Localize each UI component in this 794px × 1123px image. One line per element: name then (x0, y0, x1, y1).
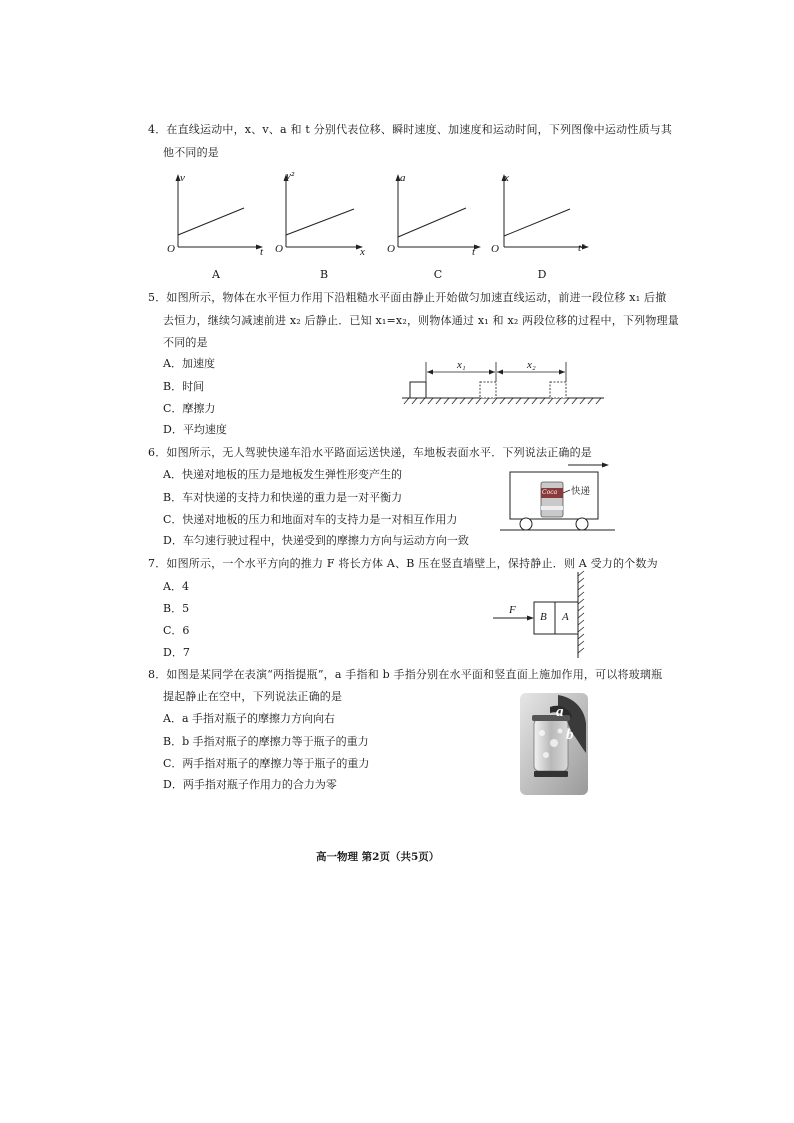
q4-graph-a-xaxis: t (260, 246, 264, 258)
q7-block-b-label: B (540, 611, 547, 623)
q6-parcel-label: 快递 (571, 486, 591, 497)
q4-graph-b-label: B (319, 268, 329, 281)
q4-graph-b-origin: O (275, 243, 283, 255)
q4-graph-d-origin: O (491, 243, 499, 255)
q4-graph-d (486, 172, 596, 272)
q5-ground-figure (400, 358, 610, 410)
q6-option-c: C．快递对地板的压力和地面对车的支持力是一对相互作用力 (163, 513, 458, 526)
q7-option-a: A．4 (163, 580, 189, 593)
q7-option-c: C．6 (163, 624, 190, 637)
q5-x2-label: x₂ (527, 359, 536, 371)
q8-finger-a-label: a (556, 704, 564, 720)
q7-option-b: B．5 (163, 602, 190, 615)
q6-option-d: D．车匀速行驶过程中，快递受到的摩擦力方向与运动方向一致 (163, 534, 469, 547)
q7-option-d: D．7 (163, 646, 190, 659)
q8-option-a: A．a 手指对瓶子的摩擦力方向向右 (163, 712, 335, 725)
q7-stem-line1: 7．如图所示，一个水平方向的推力 F 将长方体 A、B 压在竖直墙壁上，保持静止．则 A 受力的个数为 (148, 557, 658, 570)
q4-graph-c-yaxis: a (400, 172, 406, 184)
q4-graph-b-xaxis: x (360, 246, 365, 258)
q5-option-b: B．时间 (163, 380, 205, 393)
q4-graph-d-yaxis: x (504, 172, 509, 184)
q8-finger-b-label: b (566, 727, 574, 743)
q6-option-b: B．车对快递的支持力和快递的重力是一对平衡力 (163, 491, 403, 504)
q4-graph-d-label: D (537, 268, 547, 281)
q8-stem-line1: 8．如图是某同学在表演“两指提瓶”，a 手指和 b 手指分别在水平面和竖直面上施加作用，可以将玻璃瓶 (148, 668, 663, 681)
q5-stem-line3: 不同的是 (163, 336, 208, 349)
q5-option-c: C．摩擦力 (163, 402, 216, 415)
q6-cart-figure (500, 460, 620, 532)
q4-graph-c-label: C (433, 268, 443, 281)
q8-stem-line2: 提起静止在空中，下列说法正确的是 (163, 690, 343, 703)
q4-stem-line1: 4．在直线运动中，x、v、a 和 t 分别代表位移、瞬时速度、加速度和运动时间，下列图像中运动性质与其 (148, 123, 673, 136)
q8-option-b: B．b 手指对瓶子的摩擦力等于瓶子的重力 (163, 735, 369, 748)
q7-block-a-label: A (562, 611, 569, 623)
q5-stem-line1: 5．如图所示，物体在水平恒力作用下沿粗糙水平面由静止开始做匀加速直线运动，前进一段位移 x₁ 后撤 (148, 291, 667, 304)
q8-option-d: D．两手指对瓶子作用力的合力为零 (163, 778, 337, 791)
q7-force-label: F (509, 604, 516, 616)
q5-x1-label: x₁ (457, 359, 466, 371)
q4-graph-c-origin: O (387, 243, 395, 255)
page-footer: 高一物理 第2页（共5页） (316, 851, 440, 863)
q4-graph-d-xaxis: t² (578, 242, 585, 254)
q5-option-a: A．加速度 (163, 357, 215, 370)
q4-graph-b-yaxis: v² (286, 170, 295, 182)
q4-graph-a-yaxis: v (180, 172, 185, 184)
q5-stem-line2: 去恒力，继续匀减速前进 x₂ 后静止．已知 x₁=x₂，则物体通过 x₁ 和 x₂ 两段位移的过程中，下列物理量 (163, 314, 679, 327)
q4-graph-a-label: A (212, 268, 220, 281)
q4-stem-line2: 他不同的是 (163, 146, 219, 159)
q4-graph-c-xaxis: t (472, 246, 476, 258)
q5-option-d: D．平均速度 (163, 423, 227, 436)
q4-graph-a (160, 172, 270, 272)
q6-can-label: Coca (542, 489, 558, 496)
q4-graph-a-origin: O (167, 243, 175, 255)
q8-option-c: C．两手指对瓶子的摩擦力等于瓶子的重力 (163, 757, 370, 770)
q6-stem-line1: 6．如图所示，无人驾驶快递车沿水平路面运送快递，车地板表面水平．下列说法正确的是 (148, 446, 592, 459)
q8-bottle-photo (520, 693, 588, 795)
q6-option-a: A．快递对地板的压力是地板发生弹性形变产生的 (163, 468, 402, 481)
